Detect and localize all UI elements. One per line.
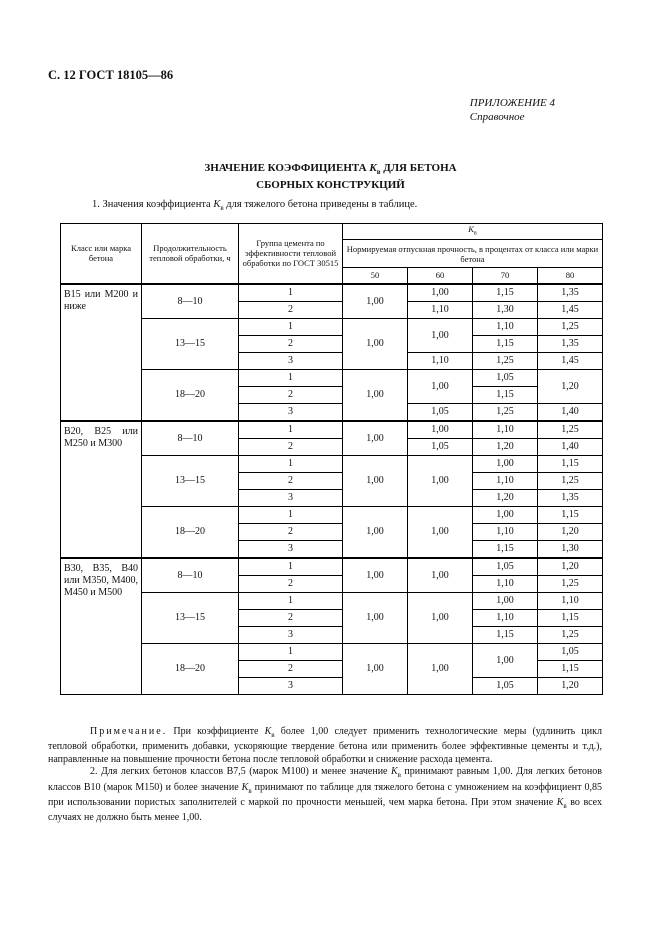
value-cell: 1,15 <box>538 455 603 472</box>
value-cell: 1,20 <box>538 677 603 694</box>
value-cell: 1,00 <box>343 318 408 369</box>
group-cell: 3 <box>239 677 343 694</box>
group-cell: 1 <box>239 558 343 576</box>
value-cell: 1,30 <box>538 540 603 558</box>
value-cell: 1,00 <box>408 558 473 593</box>
value-cell: 1,10 <box>473 523 538 540</box>
duration-cell: 13—15 <box>142 592 239 643</box>
value-cell: 1,25 <box>538 421 603 439</box>
group-cell: 2 <box>239 335 343 352</box>
value-cell: 1,25 <box>538 626 603 643</box>
duration-cell: 8—10 <box>142 284 239 319</box>
title-line-2: СБОРНЫХ КОНСТРУКЦИЙ <box>256 179 405 192</box>
title-line-1 <box>0 162 661 179</box>
title-symbol: K <box>369 162 377 174</box>
value-cell: 1,20 <box>473 489 538 506</box>
group-cell: 1 <box>239 592 343 609</box>
value-cell: 1,25 <box>538 575 603 592</box>
value-cell: 1,25 <box>538 472 603 489</box>
value-cell: 1,15 <box>473 626 538 643</box>
value-cell: 1,35 <box>538 489 603 506</box>
value-cell: 1,20 <box>538 523 603 540</box>
header-class: Класс или марка бетона <box>61 224 142 284</box>
paragraph-2-text: принимают равным 1,00. Для легких бетонов классов В10 (марок М150) и более значение <box>48 766 602 793</box>
value-cell: 1,15 <box>473 335 538 352</box>
paragraph-2-text: принимают по таблице для тяжелого бетона с умножением на коэффициент 0,85 при использовании пористых заполнителей с маркой по прочности меньшей, чем марка бетона. При этом значение <box>48 781 602 809</box>
group-cell: 1 <box>239 643 343 660</box>
class-cell: В30, В35, В40 или М350, М400, М450 и М500 <box>61 558 142 695</box>
duration-cell: 18—20 <box>142 643 239 694</box>
value-cell: 1,10 <box>408 301 473 318</box>
paragraph-2-text: во всех случаях не должно быть менее 1,00. <box>48 797 602 824</box>
note-text: более 1,00 следует применить технологические меры (удлинить цикл тепловой обработки, применить добавки, ускоряющие твердение бетона или применить более эффективные цементы и т.д.), направленные на повышение прочности бетона после тепловой обработки и снижение расхода цемента. <box>48 726 602 765</box>
group-cell: 2 <box>239 660 343 677</box>
value-cell: 1,15 <box>538 506 603 523</box>
paragraph-2-text: 2. Для легких бетонов классов В7,5 (марок М100) и менее значение <box>90 766 391 778</box>
value-cell: 1,00 <box>408 318 473 352</box>
group-cell: 1 <box>239 284 343 302</box>
group-cell: 2 <box>239 575 343 592</box>
group-cell: 2 <box>239 523 343 540</box>
value-cell: 1,10 <box>473 575 538 592</box>
note-label: Примечание. <box>90 726 168 737</box>
value-cell: 1,15 <box>473 284 538 302</box>
header-kv-symbol: K <box>468 224 474 235</box>
value-cell: 1,00 <box>473 643 538 677</box>
group-cell: 1 <box>239 421 343 439</box>
group-cell: 2 <box>239 472 343 489</box>
intro-symbol-sub: в <box>220 204 224 213</box>
value-cell: 1,00 <box>408 643 473 694</box>
appendix-label <box>470 96 555 124</box>
title-text: ЗНАЧЕНИЕ КОЭФФИЦИЕНТА <box>204 162 370 174</box>
value-cell: 1,25 <box>538 318 603 335</box>
header-70: 70 <box>473 268 538 284</box>
kv-symbol-sub: в <box>563 802 567 811</box>
value-cell: 1,10 <box>473 421 538 439</box>
value-cell: 1,00 <box>408 506 473 558</box>
duration-cell: 8—10 <box>142 558 239 593</box>
kv-symbol-sub: в <box>248 786 252 795</box>
value-cell: 1,00 <box>343 369 408 421</box>
intro-text: 1. Значения коэффициента <box>92 199 214 210</box>
group-cell: 2 <box>239 301 343 318</box>
kv-symbol-sub: в <box>397 771 401 780</box>
value-cell: 1,45 <box>538 301 603 318</box>
value-cell: 1,00 <box>408 369 473 403</box>
group-cell: 3 <box>239 489 343 506</box>
value-cell: 1,10 <box>538 592 603 609</box>
header-kv <box>343 224 603 240</box>
value-cell: 1,00 <box>343 558 408 593</box>
value-cell: 1,15 <box>473 386 538 403</box>
title-symbol-sub: в <box>376 168 381 177</box>
value-cell: 1,15 <box>538 660 603 677</box>
group-cell: 1 <box>239 455 343 472</box>
group-cell: 3 <box>239 352 343 369</box>
value-cell: 1,05 <box>408 438 473 455</box>
value-cell: 1,30 <box>473 301 538 318</box>
value-cell: 1,00 <box>343 506 408 558</box>
note-paragraph <box>48 726 602 766</box>
class-cell: В15 или М200 и ниже <box>61 284 142 421</box>
intro-symbol: K <box>213 199 221 210</box>
page-header: С. 12 ГОСТ 18105—86 <box>48 68 174 82</box>
kv-symbol: K <box>241 781 249 793</box>
group-cell: 2 <box>239 386 343 403</box>
value-cell: 1,00 <box>408 455 473 506</box>
header-kv-sub: в <box>473 230 477 237</box>
document-title <box>0 162 661 192</box>
value-cell: 1,00 <box>343 421 408 456</box>
value-cell: 1,05 <box>538 643 603 660</box>
value-cell: 1,20 <box>538 558 603 576</box>
duration-cell: 8—10 <box>142 421 239 456</box>
appendix-type: Справочное <box>469 111 525 123</box>
value-cell: 1,00 <box>408 421 473 439</box>
value-cell: 1,00 <box>408 592 473 643</box>
value-cell: 1,00 <box>408 284 473 302</box>
duration-cell: 13—15 <box>142 455 239 506</box>
header-50: 50 <box>343 268 408 284</box>
value-cell: 1,00 <box>473 455 538 472</box>
title-text: ДЛЯ БЕТОНА <box>380 162 457 174</box>
value-cell: 1,05 <box>473 558 538 576</box>
value-cell: 1,40 <box>538 438 603 455</box>
group-cell: 1 <box>239 506 343 523</box>
value-cell: 1,20 <box>538 369 603 403</box>
notes-section <box>48 726 602 825</box>
value-cell: 1,20 <box>473 438 538 455</box>
kv-symbol: K <box>390 766 398 778</box>
header-strength: Нормируемая отпускная прочность, в процентах от класса или марки бетона <box>343 240 603 268</box>
value-cell: 1,10 <box>473 609 538 626</box>
paragraph-2 <box>48 766 602 825</box>
header-80: 80 <box>538 268 603 284</box>
value-cell: 1,00 <box>343 643 408 694</box>
note-symbol-sub: в <box>271 731 275 739</box>
group-cell: 3 <box>239 626 343 643</box>
value-cell: 1,10 <box>473 472 538 489</box>
intro-paragraph <box>92 199 417 212</box>
header-duration: Продолжительность тепловой обработки, ч <box>142 224 239 284</box>
value-cell: 1,15 <box>538 609 603 626</box>
value-cell: 1,00 <box>343 592 408 643</box>
kv-symbol: K <box>556 797 564 809</box>
class-cell: В20, В25 или М250 и М300 <box>61 421 142 558</box>
note-text: При коэффициенте <box>167 726 265 737</box>
value-cell: 1,00 <box>473 592 538 609</box>
coefficient-table <box>60 223 603 695</box>
duration-cell: 13—15 <box>142 318 239 369</box>
value-cell: 1,05 <box>473 677 538 694</box>
header-cement-group: Группа цемента по эффективности тепловой обработки по ГОСТ 30515 <box>239 224 343 284</box>
group-cell: 2 <box>239 438 343 455</box>
value-cell: 1,10 <box>473 318 538 335</box>
value-cell: 1,00 <box>343 284 408 319</box>
value-cell: 1,05 <box>473 369 538 386</box>
value-cell: 1,05 <box>408 403 473 421</box>
group-cell: 2 <box>239 609 343 626</box>
group-cell: 3 <box>239 540 343 558</box>
duration-cell: 18—20 <box>142 369 239 421</box>
value-cell: 1,25 <box>473 352 538 369</box>
value-cell: 1,40 <box>538 403 603 421</box>
value-cell: 1,25 <box>473 403 538 421</box>
value-cell: 1,35 <box>538 335 603 352</box>
value-cell: 1,35 <box>538 284 603 302</box>
value-cell: 1,00 <box>473 506 538 523</box>
header-60: 60 <box>408 268 473 284</box>
value-cell: 1,15 <box>473 540 538 558</box>
value-cell: 1,10 <box>408 352 473 369</box>
group-cell: 1 <box>239 318 343 335</box>
value-cell: 1,00 <box>343 455 408 506</box>
value-cell: 1,45 <box>538 352 603 369</box>
group-cell: 3 <box>239 403 343 421</box>
intro-text: для тяжелого бетона приведены в таблице. <box>223 199 418 210</box>
duration-cell: 18—20 <box>142 506 239 558</box>
group-cell: 1 <box>239 369 343 386</box>
note-symbol: K <box>264 726 272 737</box>
appendix-number: ПРИЛОЖЕНИЕ 4 <box>469 97 555 109</box>
